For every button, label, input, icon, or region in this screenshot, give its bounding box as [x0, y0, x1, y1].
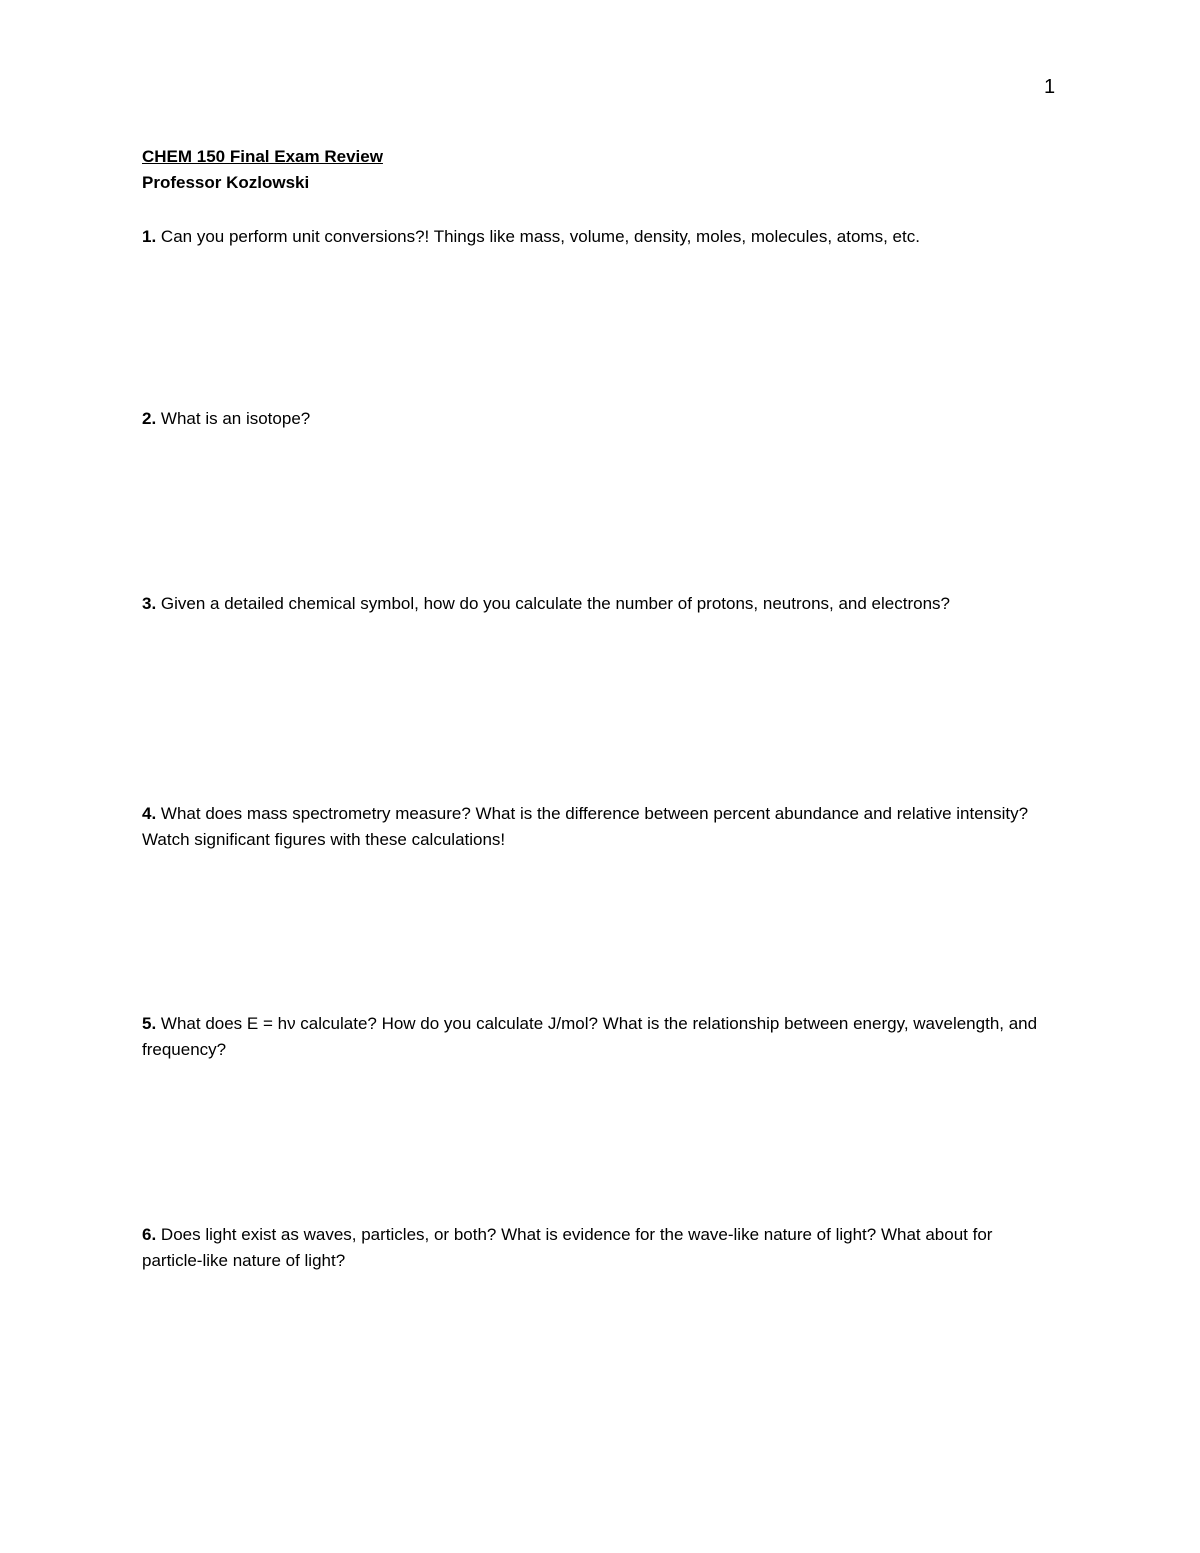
- question-6: 6. Does light exist as waves, particles, or both? What is evidence for the wave-like nature of light? What about for particle-like nature of light?: [142, 1225, 993, 1270]
- question-text: Does light exist as waves, particles, or both? What is evidence for the wave-like nature of light? What about for particle-like nature of light?: [142, 1225, 993, 1270]
- document-header: [142, 144, 383, 196]
- question-number: 5: [142, 1014, 152, 1033]
- question-number: 6: [142, 1225, 152, 1244]
- question-text: Given a detailed chemical symbol, how do you calculate the number of protons, neutrons, and electrons?: [160, 594, 950, 613]
- page-number: 1: [1044, 76, 1056, 98]
- question-4: 4. What does mass spectrometry measure? What is the difference between percent abundance and relative intensity? Watch significant figures with these calculations!: [142, 804, 1029, 849]
- question-number: 2: [142, 409, 152, 428]
- question-1: 1. Can you perform unit conversions?! Things like mass, volume, density, moles, molecules, atoms, etc.: [142, 227, 920, 246]
- question-number: 1: [142, 227, 152, 246]
- question-text: What does mass spectrometry measure? What is the difference between percent abundance and relative intensity? Watch significant figures with these calculations!: [142, 804, 1029, 849]
- question-3: 3. Given a detailed chemical symbol, how do you calculate the number of protons, neutrons, and electrons?: [142, 594, 950, 613]
- question-2: 2. What is an isotope?: [142, 409, 311, 428]
- question-text: Can you perform unit conversions?! Things like mass, volume, density, moles, molecules, atoms, etc.: [160, 227, 920, 246]
- question-text: What does E = hν calculate? How do you calculate J/mol? What is the relationship between energy, wavelength, and frequency?: [142, 1014, 1038, 1059]
- question-number: 4: [142, 804, 152, 823]
- question-text: What is an isotope?: [160, 409, 311, 428]
- document-subtitle: Professor Kozlowski: [142, 173, 310, 192]
- document-title: CHEM 150 Final Exam Review: [142, 147, 383, 166]
- question-5: 5. What does E = hν calculate? How do you calculate J/mol? What is the relationship between energy, wavelength, and frequency?: [142, 1014, 1038, 1059]
- question-number: 3: [142, 594, 152, 613]
